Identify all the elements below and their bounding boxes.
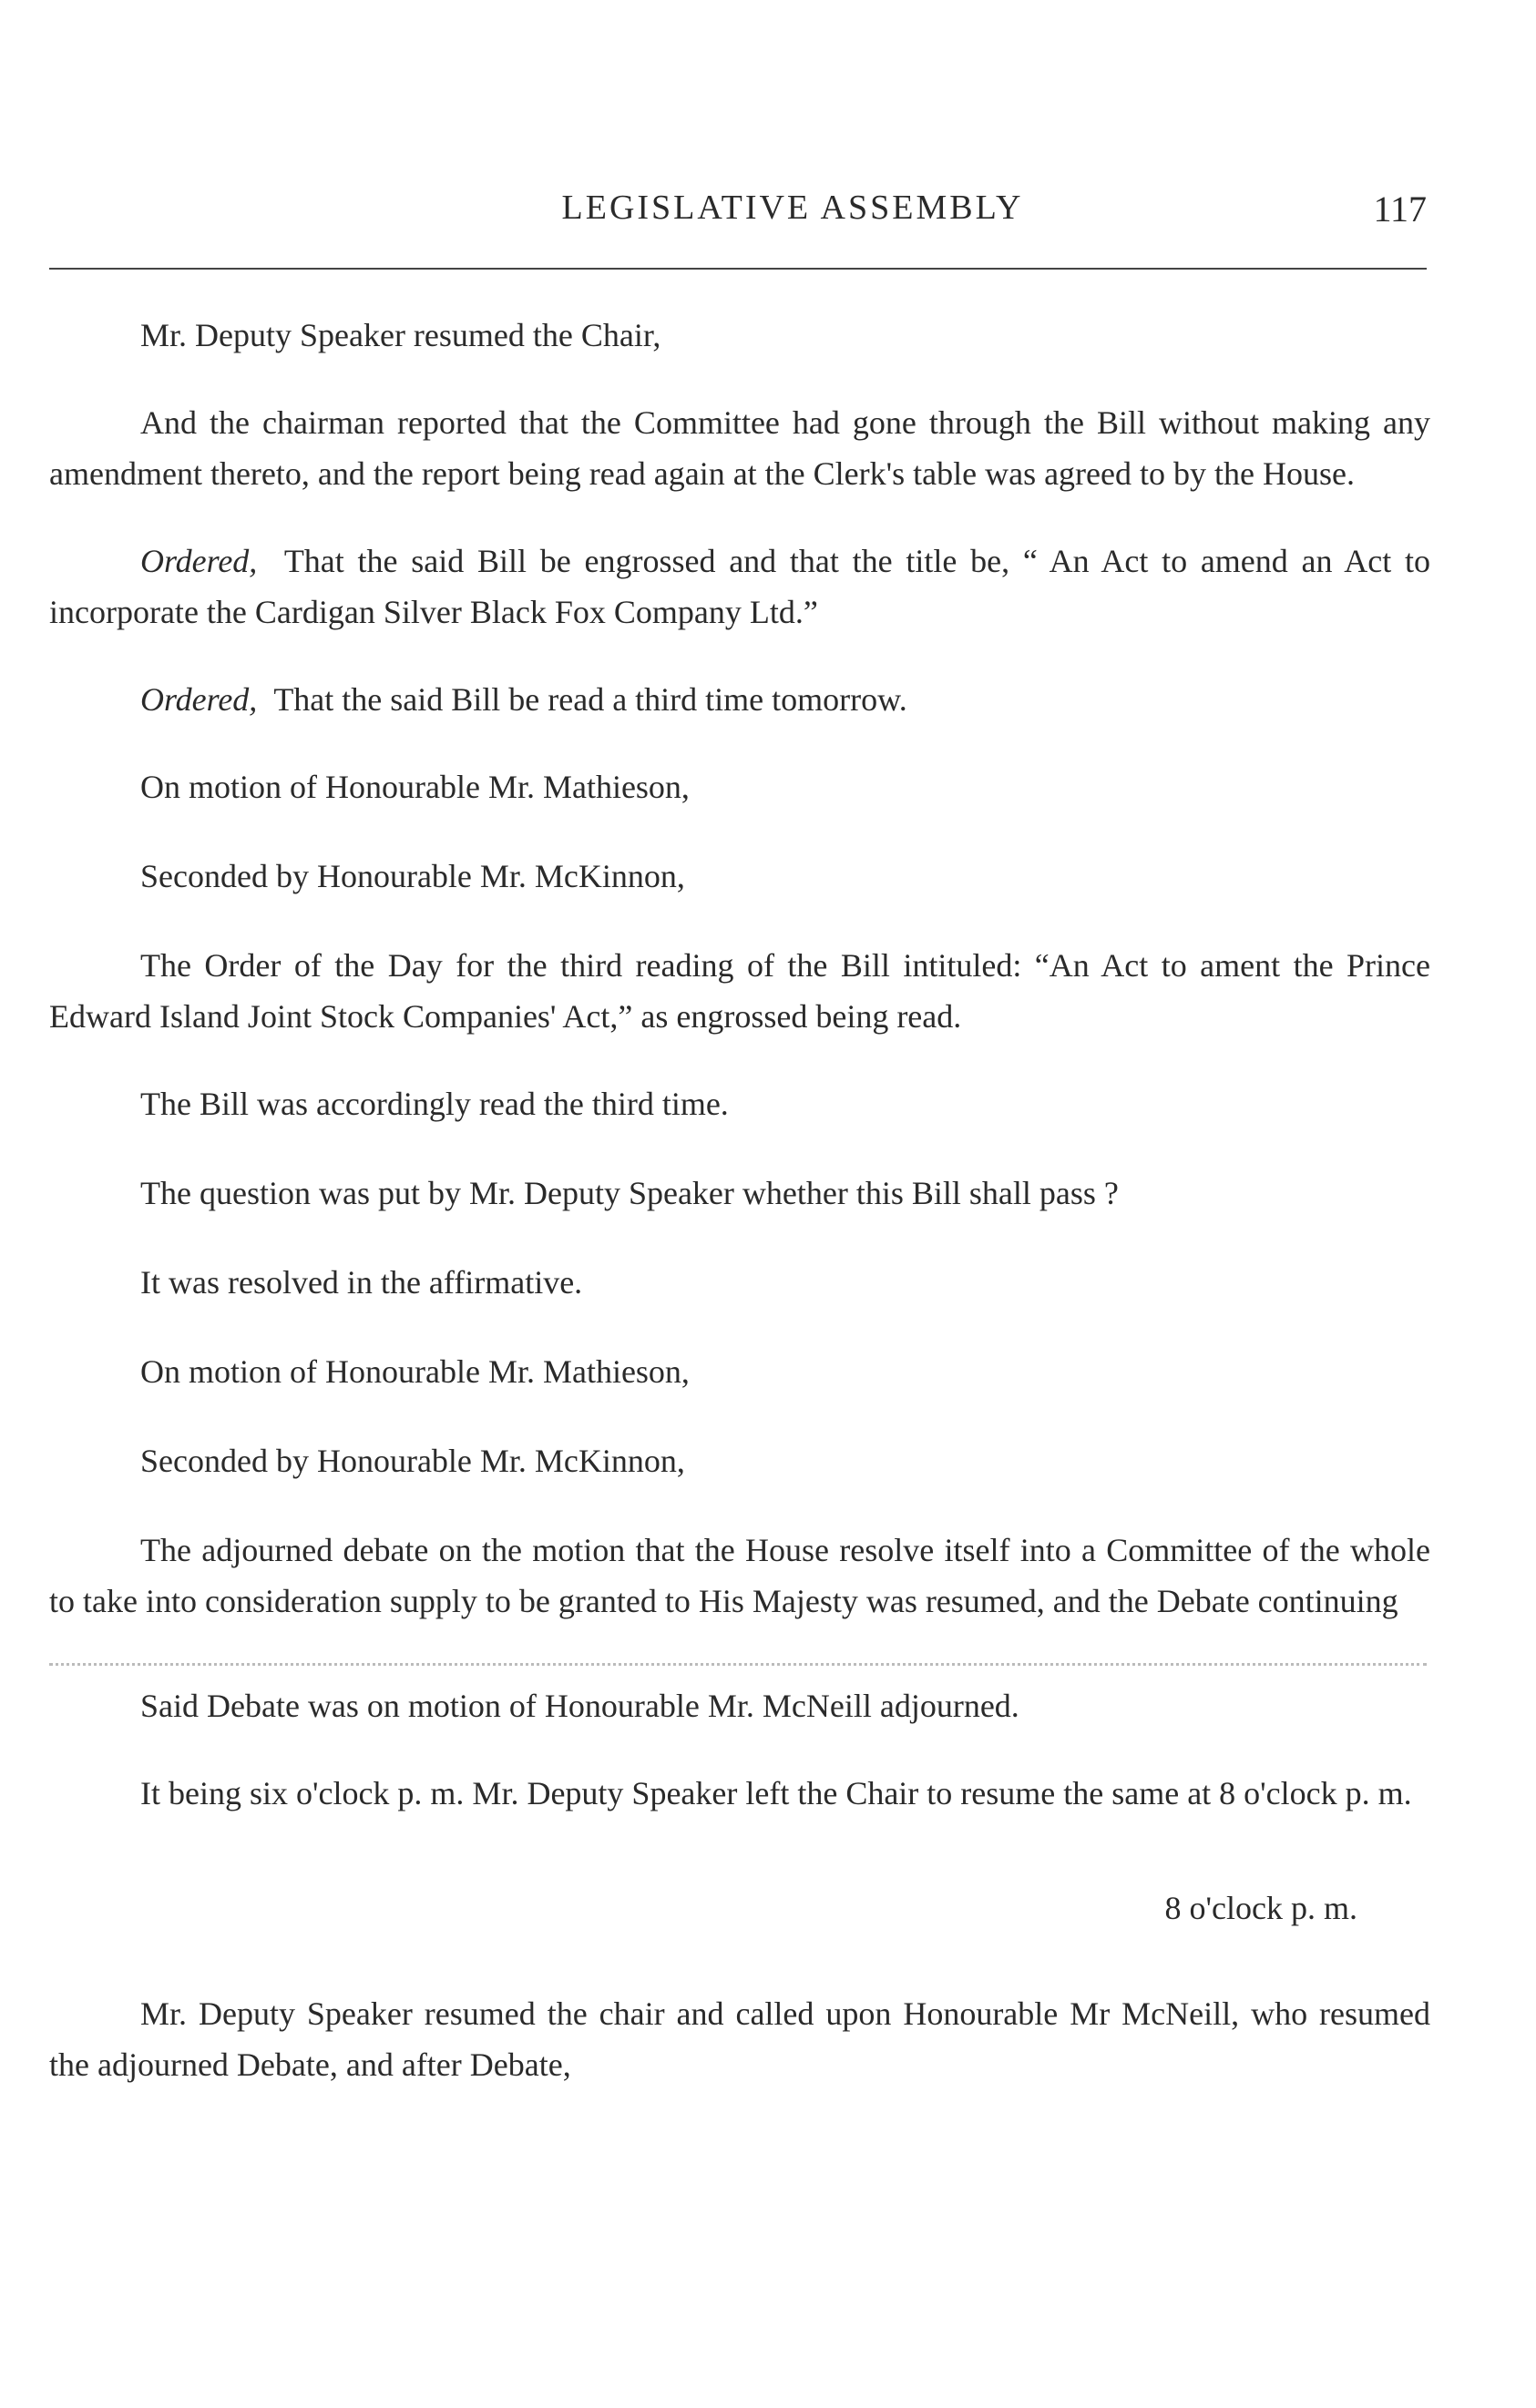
time-heading: 8 o'clock p. m.: [1164, 1890, 1357, 1926]
paragraph-9: The question was put by Mr. Deputy Speaker whether this Bill shall pass ?: [140, 1175, 1119, 1211]
paragraph-4: [49, 674, 1430, 725]
ordered-label: Ordered,: [140, 681, 258, 718]
paragraph-6: Seconded by Honourable Mr. McKinnon,: [140, 858, 685, 894]
paragraph-8: The Bill was accordingly read the third time.: [140, 1086, 729, 1122]
dotted-divider: [49, 1636, 1427, 1666]
page-title: LEGISLATIVE ASSEMBLY: [561, 189, 1024, 227]
paragraph-11: On motion of Honourable Mr. Mathieson,: [140, 1353, 690, 1390]
page-number: 117: [1373, 189, 1427, 230]
paragraph-10: It was resolved in the affirmative.: [140, 1264, 583, 1301]
paragraph-5: On motion of Honourable Mr. Mathieson,: [140, 769, 690, 805]
paragraph-12: Seconded by Honourable Mr. McKinnon,: [140, 1443, 685, 1479]
paragraph-17: Mr. Deputy Speaker resumed the chair and called upon Honourable Mr McNeill, who resumed the adjourned Debate, and after Debate,: [49, 1995, 1430, 2083]
paragraph-3: [49, 536, 1430, 638]
paragraph-3-text: That the said Bill be engrossed and that the title be, “ An Act to amend an Act to incorporate the Cardigan Silver Black Fox Company Ltd.”: [49, 543, 1430, 630]
page-header: [49, 182, 1427, 237]
ordered-label: Ordered,: [140, 543, 258, 579]
header-rule: [49, 268, 1427, 270]
paragraph-1: Mr. Deputy Speaker resumed the Chair,: [140, 317, 661, 353]
paragraph-13: The adjourned debate on the motion that the House resolve itself into a Committee of the whole to take into consideration supply to be granted to His Majesty was resumed, and the Debate continuing: [49, 1532, 1430, 1619]
paragraph-2: And the chairman reported that the Committee had gone through the Bill without making any amendment thereto, and the report being read again at the Clerk's table was agreed to by the House.: [49, 404, 1430, 492]
paragraph-14: Said Debate was on motion of Honourable Mr. McNeill adjourned.: [140, 1688, 1019, 1724]
page-body: [49, 310, 1430, 2127]
paragraph-4-text: That the said Bill be read a third time tomorrow.: [273, 681, 907, 718]
paragraph-15: It being six o'clock p. m. Mr. Deputy Speaker left the Chair to resume the same at 8 o'clock p. m.: [140, 1775, 1412, 1811]
paragraph-7: The Order of the Day for the third reading of the Bill intituled: “An Act to ament the Prince Edward Island Joint Stock Companies' Act,” as engrossed being read.: [49, 947, 1430, 1035]
